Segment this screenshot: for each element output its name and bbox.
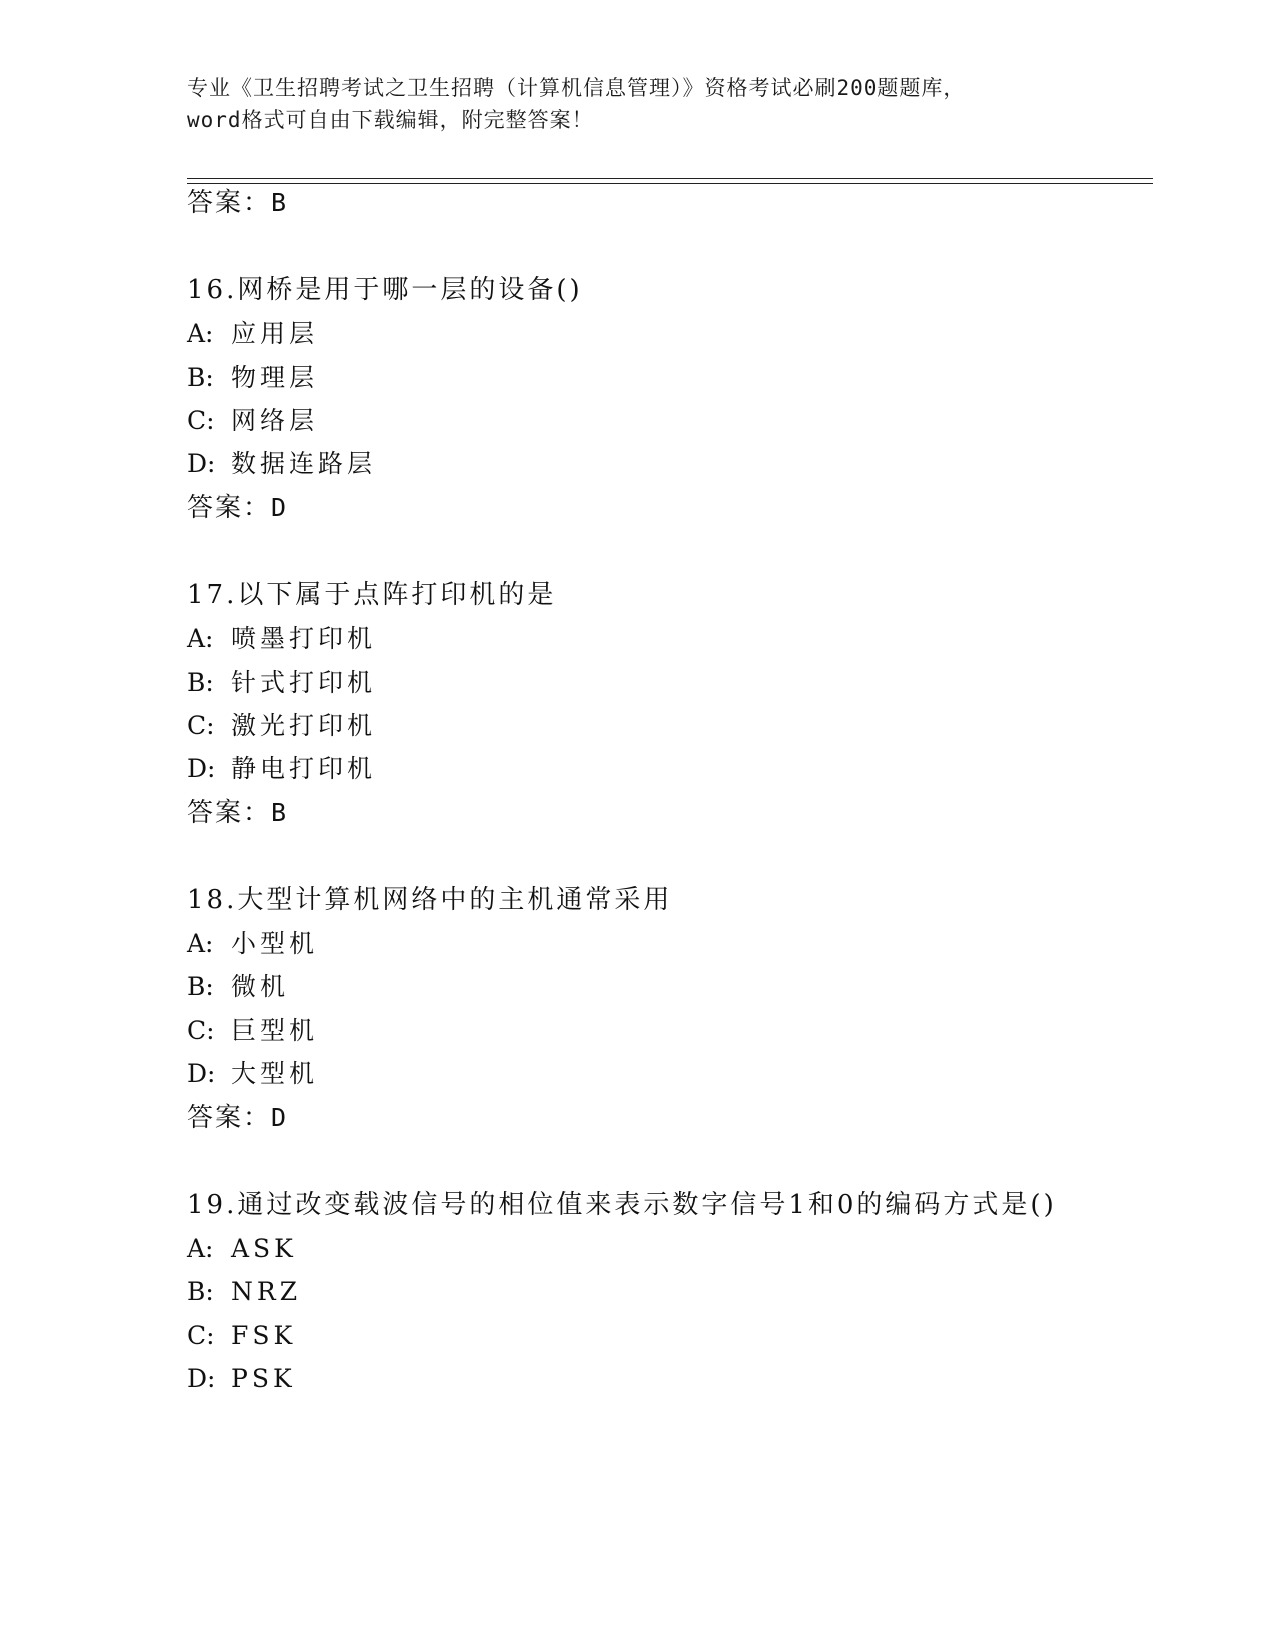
option-text: 小型机 [231, 929, 319, 958]
answer-value: D [271, 493, 288, 522]
answer-label: 答案： [187, 798, 272, 828]
option-18-b [187, 970, 289, 1004]
option-text: 大型机 [231, 1059, 319, 1088]
option-17-a [187, 622, 376, 656]
option-text: 数据连路层 [231, 449, 377, 478]
option-text: NRZ [231, 1277, 302, 1306]
option-letter: B: [187, 972, 214, 1001]
option-letter: C: [187, 1016, 215, 1045]
option-text: PSK [231, 1364, 296, 1393]
option-letter: B: [187, 363, 214, 392]
option-letter: A: [187, 624, 214, 653]
option-text: 喷墨打印机 [231, 624, 377, 653]
option-17-d [187, 752, 376, 786]
option-letter: D: [187, 1364, 216, 1393]
option-16-d [187, 447, 376, 481]
answer-value: D [271, 1103, 288, 1132]
option-letter: D: [187, 449, 216, 478]
option-19-d [187, 1362, 296, 1396]
option-letter: B: [187, 1277, 214, 1306]
option-text: FSK [231, 1321, 297, 1350]
option-16-b [187, 361, 318, 395]
answer-value: B [271, 798, 288, 827]
option-letter: B: [187, 668, 214, 697]
answer-18 [187, 1101, 287, 1135]
option-letter: C: [187, 406, 215, 435]
option-text: ASK [231, 1234, 297, 1263]
option-16-a [187, 317, 318, 351]
answer-label: 答案： [187, 493, 272, 523]
answer-value: B [271, 188, 288, 217]
option-19-c [187, 1319, 296, 1353]
option-letter: D: [187, 1059, 216, 1088]
answer-16 [187, 491, 287, 525]
question-19: 19.通过改变载波信号的相位值来表示数字信号1和0的编码方式是() [187, 1190, 1057, 1220]
option-18-d [187, 1057, 318, 1091]
option-text: 网络层 [231, 406, 319, 435]
option-text: 物理层 [231, 363, 319, 392]
option-19-b [187, 1275, 301, 1309]
answer-label: 答案： [187, 188, 272, 218]
answer-line [187, 186, 287, 220]
option-letter: C: [187, 711, 215, 740]
question-16: 16.网桥是用于哪一层的设备() [187, 275, 583, 305]
answer-17 [187, 796, 287, 830]
header-divider-bottom [187, 183, 1153, 184]
option-text: 静电打印机 [231, 754, 377, 783]
option-text: 微机 [231, 972, 290, 1001]
option-18-c [187, 1014, 318, 1048]
option-letter: A: [187, 1234, 214, 1263]
option-letter: A: [187, 929, 214, 958]
option-19-a [187, 1232, 297, 1266]
option-letter: A: [187, 319, 214, 348]
document-header [187, 72, 1087, 136]
question-17: 17.以下属于点阵打印机的是 [187, 580, 557, 610]
question-18: 18.大型计算机网络中的主机通常采用 [187, 885, 673, 915]
header-divider-top [187, 178, 1153, 179]
option-17-c [187, 709, 376, 743]
option-text: 针式打印机 [231, 668, 377, 697]
answer-label: 答案： [187, 1103, 272, 1133]
option-16-c [187, 404, 318, 438]
option-18-a [187, 927, 318, 961]
header-line-1: 专业《卫生招聘考试之卫生招聘（计算机信息管理）》资格考试必刷200题题库， [187, 76, 966, 100]
option-letter: C: [187, 1321, 215, 1350]
option-text: 激光打印机 [231, 711, 377, 740]
option-17-b [187, 666, 376, 700]
option-letter: D: [187, 754, 216, 783]
header-line-2: word格式可自由下载编辑，附完整答案！ [187, 108, 594, 132]
option-text: 应用层 [231, 319, 319, 348]
option-text: 巨型机 [231, 1016, 319, 1045]
